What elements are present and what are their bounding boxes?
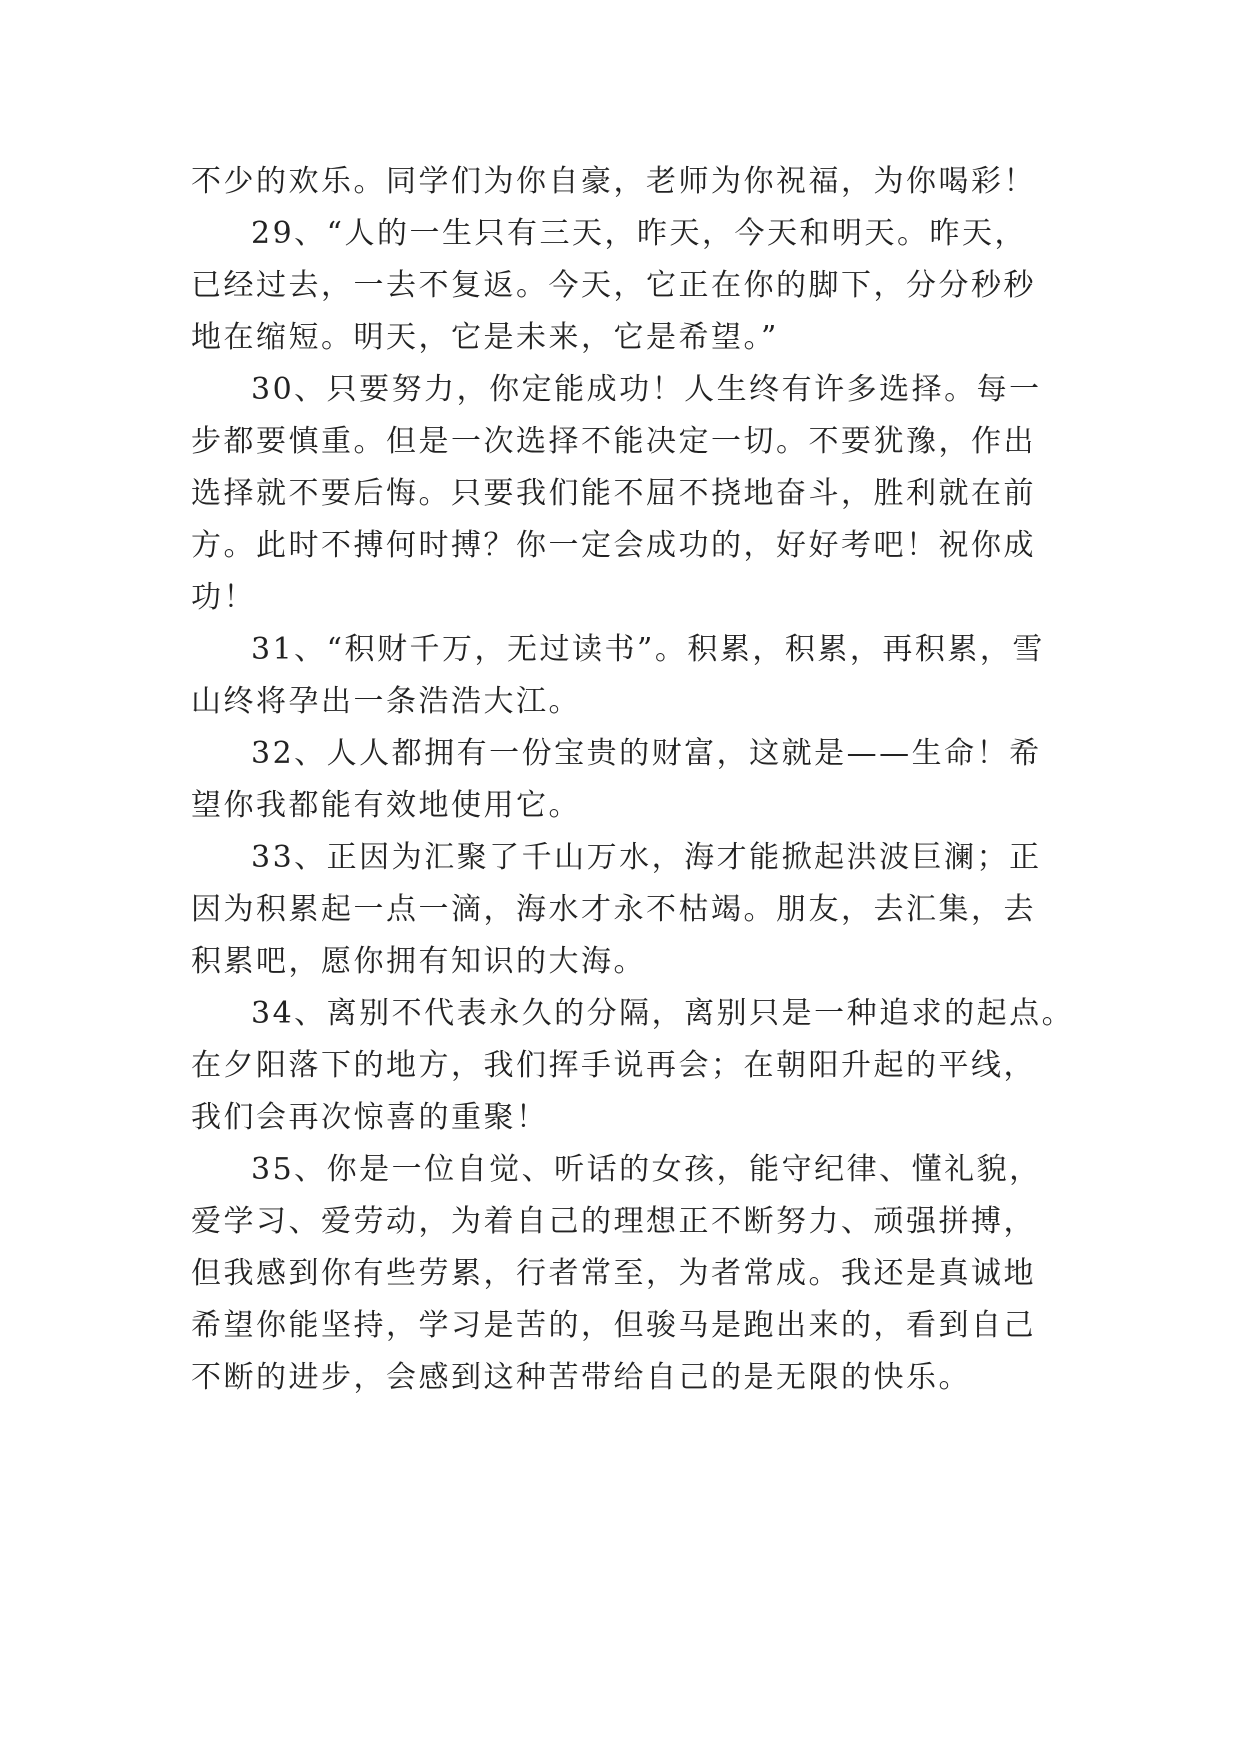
text-line: 爱学习、爱劳动，为着自己的理想正不断努力、顽强拼搏， [191,1204,1036,1239]
text-line: 30、只要努力，你定能成功！人生终有许多选择。每一 [251,372,1042,407]
text-line: 步都要慎重。但是一次选择不能决定一切。不要犹豫，作出 [191,424,1036,459]
text-line: 希望你能坚持，学习是苦的，但骏马是跑出来的，看到自己 [191,1308,1036,1343]
text-line: 已经过去，一去不复返。今天，它正在你的脚下，分分秒秒 [191,268,1036,303]
text-line: 选择就不要后悔。只要我们能不屈不挠地奋斗，胜利就在前 [191,476,1036,511]
text-line: 33、正因为汇聚了千山万水，海才能掀起洪波巨澜；正 [251,840,1042,875]
text-line: 不少的欢乐。同学们为你自豪，老师为你祝福，为你喝彩！ [191,164,1036,199]
text-line: 不断的进步，会感到这种苦带给自己的是无限的快乐。 [191,1360,971,1395]
text-line: 因为积累起一点一滴，海水才永不枯竭。朋友，去汇集，去 [191,892,1036,927]
text-line: 32、人人都拥有一份宝贵的财富，这就是——生命！希 [251,736,1042,771]
text-line: 35、你是一位自觉、听话的女孩，能守纪律、懂礼貌， [251,1152,1042,1187]
text-line: 功！ [191,580,256,615]
text-line: 望你我都能有效地使用它。 [191,788,581,823]
text-line: 我们会再次惊喜的重聚！ [191,1100,549,1135]
text-line: 地在缩短。明天，它是未来，它是希望。” [191,320,779,355]
text-line: 34、离别不代表永久的分隔，离别只是一种追求的起点。 [251,996,1075,1031]
text-line: 31、“积财千万，无过读书”。积累，积累，再积累，雪 [251,632,1045,667]
text-line: 山终将孕出一条浩浩大江。 [191,684,581,719]
text-line: 但我感到你有些劳累，行者常至，为者常成。我还是真诚地 [191,1256,1036,1291]
text-line: 方。此时不搏何时搏？你一定会成功的，好好考吧！祝你成 [191,528,1036,563]
text-line: 29、“人的一生只有三天，昨天，今天和明天。昨天， [251,216,1028,251]
text-line: 积累吧，愿你拥有知识的大海。 [191,944,646,979]
text-line: 在夕阳落下的地方，我们挥手说再会；在朝阳升起的平线， [191,1048,1036,1083]
